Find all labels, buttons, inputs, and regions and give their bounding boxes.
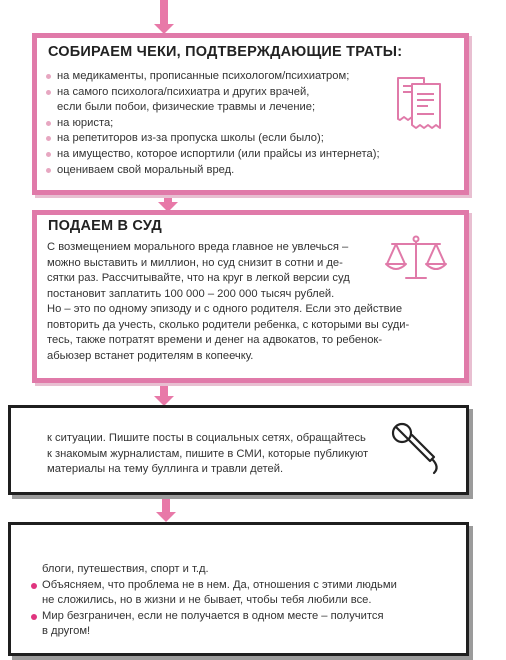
lawsuit-text [47,240,409,364]
list-item: Объясняем, что проблема не в нем. Да, отношения с этими людьми [31,578,397,594]
microphone-icon [388,417,446,475]
list-item: оцениваем свой моральный вред. [45,163,380,179]
list-item: на самого психолога/психиатра и других врачей, [45,85,380,101]
text-line: к ситуации. Пишите посты в социальных сетях, обращайтесь [47,432,366,444]
list-item: на юриста; [45,116,380,132]
receipts-icon [394,74,446,132]
receipts-list [45,69,380,178]
arrow-down-icon [156,494,176,522]
list-item: Мир безграничен, если не получается в одном месте – получится [31,609,397,625]
list-item: в другом! [42,625,91,638]
scales-icon [384,234,448,284]
text-line: Но – это по одному эпизоду и с одного родителя. Если это действие [47,303,403,315]
text-line: можно выставить и миллион, но суд снизит в сотни и де- [47,256,343,269]
arrow-down-icon [154,380,174,406]
list-item: если были побои, физические травмы и лечение; [57,101,316,114]
text-line: С возмещением морального вреда главное не увлечься – [47,241,349,253]
list-item: на медикаменты, прописанные психологом/психиатром; [45,69,380,85]
arrow-down-icon [154,0,174,34]
text-line: повторить да учесть, сколько родители ребенка, с которыми вы суди- [47,318,410,331]
text-line: к знакомым журналистам, пишите в СМИ, которые публикуют [47,447,369,460]
text-line: сятки раз. Рассчитывайте, что на круг в легкой версии суд [47,272,350,284]
publicity-text [47,431,368,478]
text-line: тесь, также потратят времени и денег на адвокатов, то ребенок- [47,334,383,346]
section-title: СОБИРАЕМ ЧЕКИ, ПОДТВЕРЖДАЮЩИЕ ТРАТЫ: [48,44,403,60]
text-line: абьюзер встанет родителям в копеечку. [47,349,254,362]
section-title: ПОДАЕМ В СУД [48,218,162,234]
list-item: на репетиторов из-за пропуска школы (если было); [45,131,380,147]
text-line: материалы на тему буллинга и травли детей. [47,463,284,475]
support-list [31,562,397,640]
list-item: не сложились, но в жизни и не бывает, чтобы тебя любили все. [42,594,372,607]
text-line: постановит заплатить 100 000 – 200 000 тысяч рублей. [47,287,335,300]
list-item: на имущество, которое испортили (или прайсы из интернета); [45,147,380,163]
list-item: блоги, путешествия, спорт и т.д. [42,563,209,575]
